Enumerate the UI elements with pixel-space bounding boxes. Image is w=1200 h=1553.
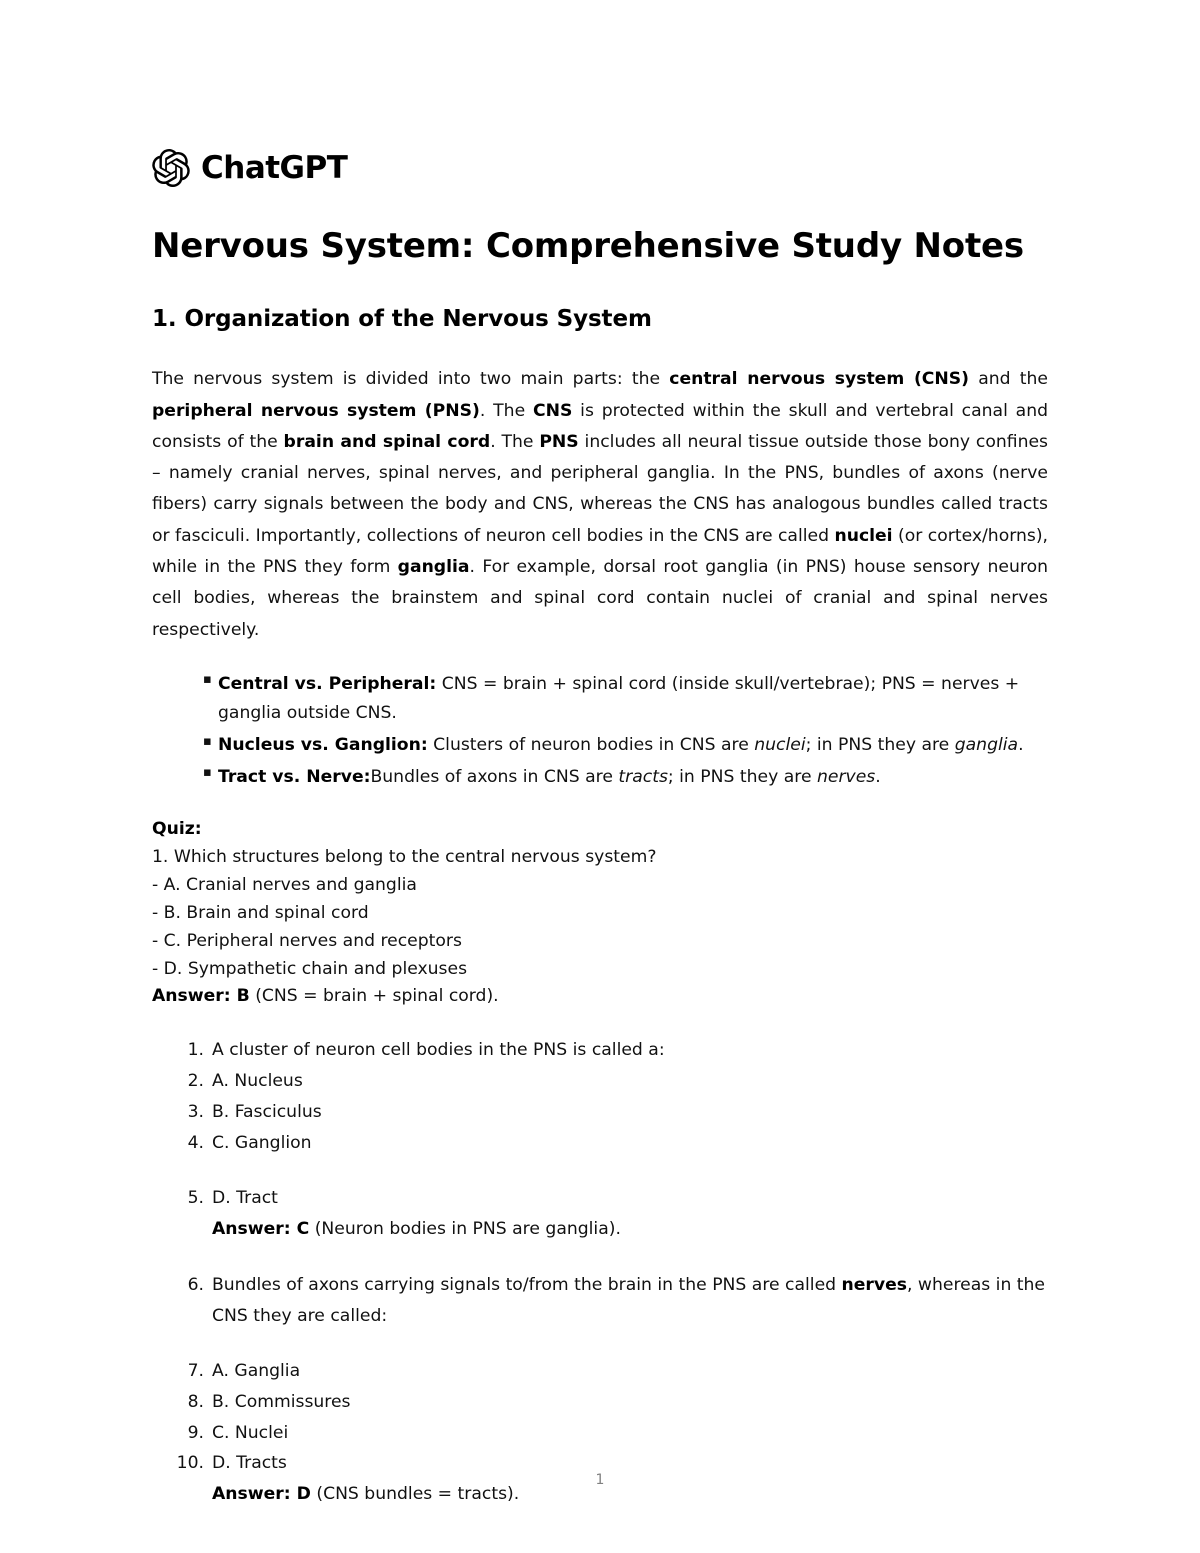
- list-item: [152, 1358, 1048, 1386]
- para-text: The nervous system is divided into two main parts: the: [152, 369, 670, 390]
- quiz-question: 1. Which structures belong to the central nervous system?: [152, 847, 657, 868]
- list-item-text: D. Tracts: [212, 1453, 287, 1474]
- list-item-text: C. Nuclei: [212, 1422, 289, 1443]
- list-answer-label: Answer: C: [212, 1218, 310, 1239]
- list-number: 5.: [187, 1187, 204, 1208]
- bullet-italic: tracts: [618, 766, 668, 787]
- page-content: [152, 140, 1048, 1512]
- list-item: [152, 1037, 1048, 1065]
- list-number: 10.: [176, 1453, 204, 1474]
- brand-name: ChatGPT: [201, 149, 348, 186]
- para-text: . For example, dorsal root ganglia (in PNS) house sensory neuron cell bodies, whereas the brainstem and spinal cord contain nuclei of cranial and spinal nerves respectively.: [152, 557, 1048, 640]
- para-text: and the: [969, 369, 1048, 390]
- quiz-answer-label: Answer: B: [152, 986, 250, 1007]
- list-number: 4.: [187, 1132, 204, 1153]
- list-answer-1: [212, 1216, 1048, 1244]
- list-item: [152, 1130, 1048, 1158]
- bullet-italic: ganglia: [954, 735, 1019, 756]
- quiz-block: [152, 816, 1048, 1011]
- bullet-italic: nerves: [817, 766, 876, 787]
- list-answer-note: (Neuron bodies in PNS are ganglia).: [309, 1218, 621, 1239]
- para-bold-cns: CNS: [532, 400, 573, 421]
- bullet-term: Nucleus vs. Ganglion:: [218, 735, 428, 756]
- list-number: 7.: [187, 1360, 204, 1381]
- list-item-text: A. Nucleus: [212, 1071, 303, 1092]
- intro-paragraph: [152, 364, 1048, 646]
- para-text: (or cortex/horns), while in the PNS they form: [152, 525, 1048, 577]
- definitions-list: [152, 670, 1048, 792]
- list-item: [152, 1185, 1048, 1244]
- quiz-option-c: - C. Peripheral nerves and receptors: [152, 930, 462, 951]
- list-item: [152, 1389, 1048, 1417]
- list-item: [152, 1099, 1048, 1127]
- para-bold-pns-term: peripheral nervous system (PNS): [152, 400, 480, 421]
- page-title: Nervous System: Comprehensive Study Notes: [152, 226, 1024, 266]
- bullet-text: CNS = brain + spinal cord (inside skull/vertebrae); PNS = nerves + ganglia outside CNS.: [218, 673, 1020, 724]
- list-number: 2.: [187, 1071, 204, 1092]
- list-item-text: A. Ganglia: [212, 1360, 301, 1381]
- quiz-option-a: - A. Cranial nerves and ganglia: [152, 874, 417, 895]
- openai-logo-icon: [152, 149, 190, 187]
- page-number: 1: [595, 1472, 605, 1488]
- quiz-option-d: - D. Sympathetic chain and plexuses: [152, 958, 468, 979]
- brand-logo: [152, 140, 1048, 196]
- bullet-italic: nuclei: [754, 735, 806, 756]
- para-bold-cns-term: central nervous system (CNS): [669, 369, 970, 390]
- bullet-text: ; in PNS they are: [667, 766, 817, 787]
- list-item-text: B. Commissures: [212, 1391, 351, 1412]
- list-number: 8.: [187, 1391, 204, 1412]
- list-item: [203, 763, 1048, 793]
- quiz-option-b: - B. Brain and spinal cord: [152, 902, 369, 923]
- para-text: . The: [479, 400, 533, 421]
- para-text: includes all neural tissue outside those bony confines – namely cranial nerves, spinal nerves, and peripheral ganglia. In the PNS, bundles of axons (nerve fibers) carry signals between the body and CNS, whereas the CNS has analogous bundles called tracts or fasciculi. Importantly, collections of neuron cell bodies in the CNS are called: [152, 431, 1049, 546]
- list-answer-note: (CNS bundles = tracts).: [310, 1484, 520, 1505]
- list-number: 1.: [187, 1040, 204, 1061]
- list-item-bold-nerves: nerves: [841, 1275, 907, 1296]
- bullet-text: ; in PNS they are: [805, 735, 955, 756]
- list-number: 3.: [187, 1101, 204, 1122]
- bullet-term: Tract vs. Nerve:: [218, 766, 371, 787]
- bullet-text: .: [1018, 735, 1024, 756]
- list-item-text: A cluster of neuron cell bodies in the PNS is called a:: [212, 1040, 665, 1061]
- bullet-term: Central vs. Peripheral:: [218, 673, 437, 694]
- list-answer-label: Answer: D: [212, 1484, 311, 1505]
- list-item-text: Bundles of axons carrying signals to/from the brain in the PNS are called: [212, 1275, 842, 1296]
- para-text: . The: [490, 431, 540, 452]
- quiz-answer: [152, 983, 1048, 1011]
- quiz-label: [152, 816, 1048, 844]
- bullet-text: .: [875, 766, 881, 787]
- list-item: [152, 1420, 1048, 1448]
- para-bold-nuclei: nuclei: [834, 525, 893, 546]
- list-number: 9.: [187, 1422, 204, 1443]
- list-item-text: C. Ganglion: [212, 1132, 312, 1153]
- quiz-label-text: Quiz:: [152, 819, 202, 840]
- para-text: is protected within the skull and vertebral canal and consists of the: [152, 400, 1049, 452]
- list-item: [152, 1068, 1048, 1096]
- para-bold-brain-spinal-cord: brain and spinal cord: [283, 431, 491, 452]
- bullet-text: Clusters of neuron bodies in CNS are: [427, 735, 755, 756]
- bullet-text: Bundles of axons in CNS are: [370, 766, 619, 787]
- para-bold-pns: PNS: [539, 431, 579, 452]
- para-bold-ganglia: ganglia: [397, 557, 470, 577]
- list-item-text: , whereas in the CNS they are called:: [212, 1275, 1046, 1326]
- list-item: [152, 1270, 1048, 1331]
- section-heading: 1. Organization of the Nervous System: [152, 306, 652, 333]
- list-item-text: D. Tract: [212, 1187, 278, 1208]
- list-item: [203, 731, 1048, 761]
- numbered-quiz-list: [152, 1037, 1048, 1509]
- list-item: [203, 670, 1048, 729]
- list-number: 6.: [187, 1275, 204, 1296]
- list-item-text: B. Fasciculus: [212, 1101, 322, 1122]
- quiz-answer-note: (CNS = brain + spinal cord).: [249, 986, 499, 1007]
